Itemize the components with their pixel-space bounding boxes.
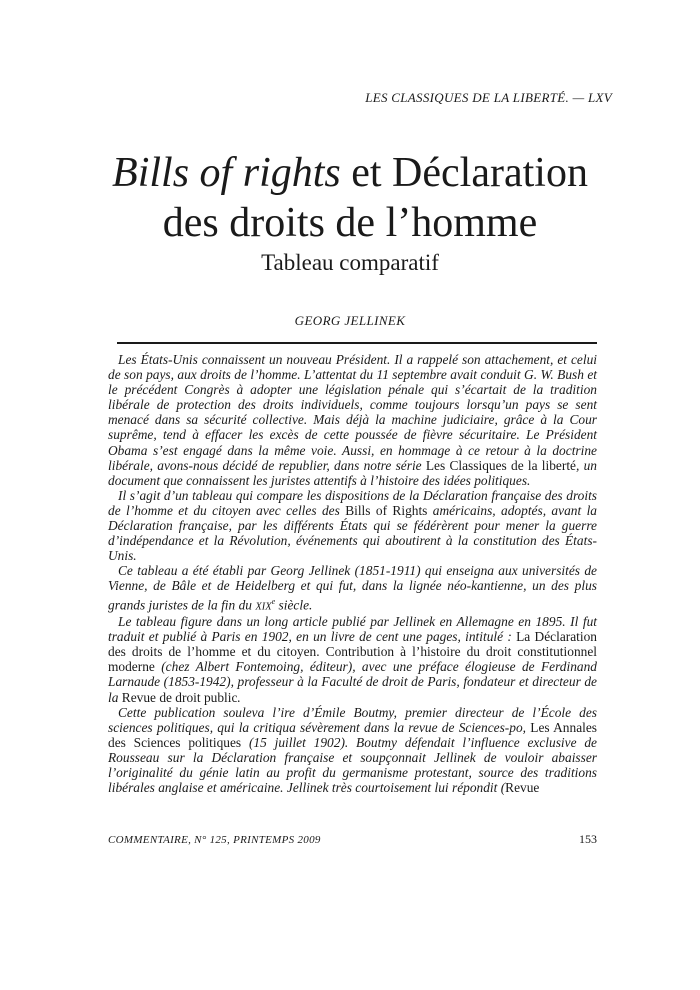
roman-run: Revue	[505, 780, 540, 796]
body-paragraph	[108, 352, 597, 488]
title-rest-part: et Déclaration	[340, 150, 588, 196]
body-paragraph	[108, 705, 597, 796]
article-body	[108, 352, 597, 795]
italic-run: siècle.	[275, 596, 313, 612]
body-paragraph	[108, 614, 597, 705]
italic-run: Il s’agit d’un tableau qui compare les dispositions de la Déclaration française des droits de l’homme et du citoyen avec celles des	[108, 487, 597, 518]
author-name: GEORG JELLINEK	[294, 313, 406, 328]
italic-run: (15 juillet 1902). Boutmy défendait l’influence exclusive de Rousseau sur la Déclaration française et soupçonnait Jellinek de vouloir abaisser l’originalité du génie latin au profit du germanisme protestant, source des traditions libérales anglaise et américaine. Jellinek très courtoisement lui répondit (	[108, 734, 597, 796]
roman-run: Revue de droit public	[121, 689, 238, 705]
italic-run: e	[271, 596, 276, 606]
italic-run: Cette publication souleva l’ire d’Émile Boutmy, premier directeur de l’École des sciences politiques, qui la critiqua sévèrement dans la revue de Sciences-po,	[108, 704, 597, 735]
body-paragraph	[108, 563, 597, 614]
italic-run: Les États-Unis connaissent un nouveau Président. Il a rappelé son attachement, et celui de son pays, aux droits de l’homme. L’attentat du 11 septembre avait conduit G. W. Bush et le précédent Congrès à adopter une législation pénale qui s’écartait de la tradition libérale de protection des droits individuels, comme toujours lorsqu’un pays se sent menacé dans sa sécurité collective. Mais déjà la machine judiciaire, grâce à la Cour suprême, tend à effacer les excès de cette poussée de fièvre sécuritaire. Le Président Obama s’est engagé dans la même voie. Aussi, en hommage à ce retour à la doctrine libérale, avons-nous décidé de republier, dans notre série	[108, 352, 597, 473]
article-subtitle: Tableau comparatif	[261, 250, 439, 275]
italic-run: .	[237, 689, 241, 705]
title-line-2: des droits de l’homme	[162, 200, 538, 246]
title-block	[0, 148, 700, 276]
italic-run: Le tableau figure dans un long article publié par Jellinek en Allemagne en 1895. Il fut traduit et publié à Paris en 1902, en un livre de cent une pages, intitulé :	[108, 614, 597, 645]
italic-run: (chez Albert Fontemoing, éditeur), avec une préface élogieuse de Ferdinand Larnaude (1853-1942), professeur à la Faculté de droit de Paris, fondateur et directeur de la	[108, 659, 597, 705]
title-rule	[117, 342, 597, 344]
italic-run: Ce tableau a été établi par Georg Jellinek (1851-1911) qui enseigna aux universités de Vienne, de Bâle et de Heidelberg et qui fut, dans la lignée néo-kantienne, un des plus grands juristes de la fin du	[108, 563, 597, 612]
running-head: LES CLASSIQUES DE LA LIBERTÉ. — LXV	[365, 90, 612, 105]
italic-run: , un document que connaissent les juristes attentifs à l’histoire des idées politiques.	[108, 457, 597, 488]
italic-run: XIX	[255, 600, 272, 612]
title-italic-part: Bills of rights	[112, 150, 341, 196]
roman-run: La Déclaration des droits de l’homme et du citoyen. Contribution à l’histoire du droit constitutionnel moderne	[108, 629, 597, 675]
article-title	[0, 148, 700, 248]
page-number: 153	[579, 832, 597, 846]
italic-run: américains, adoptés, avant la Déclaration française, par les différents États qui se fédérèrent pour mener la guerre d’indépendance et la Révolution, événements qui aboutirent à la constitution des États-Unis.	[108, 502, 597, 564]
footer-journal: COMMENTAIRE, N° 125, PRINTEMPS 2009	[108, 834, 321, 846]
roman-run: Les Classiques de la liberté	[425, 457, 576, 473]
body-paragraph	[108, 488, 597, 563]
roman-run: Bills of Rights	[345, 502, 428, 518]
roman-run: Les Annales des Sciences politiques	[108, 719, 598, 750]
